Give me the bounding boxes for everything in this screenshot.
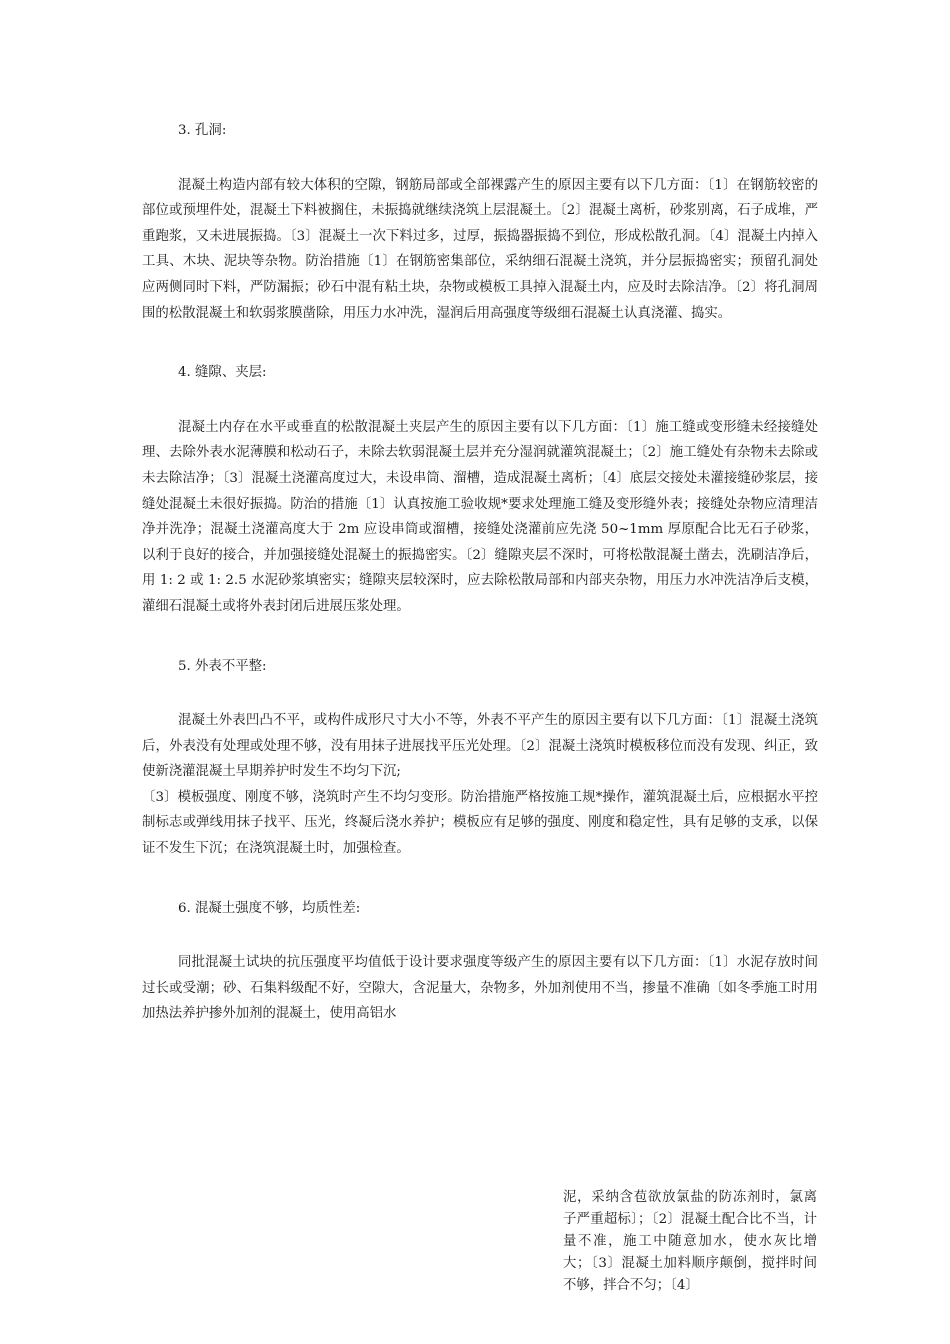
- continuation-text-block: 泥，采纳含苞欲放氯盐的防冻剂时，氯离子严重超标〕；〔2〕混凝土配合比不当，计量不准，施工中随意加水，使水灰比增大；〔3〕混凝土加料顺序颠倒，搅拌时间不够，拌合不匀；〔4〕: [563, 1190, 817, 1293]
- section-paragraph-5a: 混凝土外表凹凸不平，或构件成形尺寸大小不等，外表不平产生的原因主要有以下几方面：〔1〕混凝土浇筑后，外表没有处理或处理不够，没有用抹子进展找平压光处理。〔2〕混凝土浇筑时模板移位而没有发现、纠正，致使新浇灌混凝土早期养护时发生不均匀下沉;: [142, 713, 818, 780]
- section-paragraph-6: 同批混凝土试块的抗压强度平均值低于设计要求强度等级产生的原因主要有以下几方面：〔1〕水泥存放时间过长或受潮；砂、石集料级配不好，空隙大，含泥量大，杂物多，外加剂使用不当，掺量不准确〔如冬季施工时用加热法养护掺外加剂的混凝土，使用高铝水: [142, 955, 818, 1022]
- spacer: [142, 679, 818, 708]
- document-body: [142, 118, 818, 1027]
- spacer: [142, 921, 818, 950]
- section-heading-3: 3. 孔洞:: [178, 123, 227, 138]
- spacer: [142, 620, 818, 654]
- section-paragraph-4: 混凝土内存在水平或垂直的松散混凝土夹层产生的原因主要有以下几方面：〔1〕施工缝或变形缝未经接缝处理、去除外表水泥薄膜和松动石子，未除去软弱混凝土层并充分湿润就灌筑混凝土；〔2〕施工缝处有杂物未去除或未去除洁净；〔3〕混凝土浇灌高度过大，未设串筒、溜槽，造成混凝土离析；〔4〕底层交接处未灌接缝砂浆层，接缝处混凝土未很好振捣。防治的措施〔1〕认真按施工验收规*要求处理施工缝及变形缝外表；接缝处杂物应清理洁净并洗净；混凝土浇灌高度大于 2m 应设串筒或溜槽，接缝处浇灌前应先浇 50~1mm 厚原配合比无石子砂浆，以利于良好的接合，并加强接缝处混凝土的振捣密实。〔2〕缝隙夹层不深时，可将松散混凝土凿去，洗刷洁净后，用 1: 2 或 1: 2.5 水泥砂浆填密实；缝隙夹层较深时，应去除松散局部和内部夹杂物，用压力水冲洗洁净后支模，灌细石混凝土或将外表封闭后进展压浆处理。: [142, 419, 818, 614]
- spacer: [142, 862, 818, 896]
- section-heading-5: 5. 外表不平整:: [178, 658, 267, 674]
- section-heading-6: 6. 混凝土强度不够，均质性差:: [178, 900, 361, 916]
- section-paragraph-3: 混凝土构造内部有较大体积的空隙，钢筋局部或全部裸露产生的原因主要有以下几方面：〔1〕在钢筋较密的部位或预埋件处，混凝土下料被搁住，未振捣就继续浇筑上层混凝土。〔2〕混凝土离析，砂浆别离，石子成堆，严重跑浆，又未进展振捣。〔3〕混凝土一次下料过多，过厚，振捣器振捣不到位，形成松散孔洞。〔4〕混凝土内掉入工具、木块、泥块等杂物。防治措施〔1〕在钢筋密集部位，采纳细石混凝土浇筑，并分层振捣密实；预留孔洞处应两侧同时下料，严防漏振；砂石中混有粘土块，杂物或模板工具掉入混凝土内，应及时去除洁净。〔2〕将孔洞周围的松散混凝土和软弱浆膜凿除，用压力水冲洗，湿润后用高强度等级细石混凝土认真浇灌、捣实。: [142, 177, 818, 321]
- spacer: [142, 326, 818, 360]
- section-paragraph-5b: 〔3〕模板强度、刚度不够，浇筑时产生不均匀变形。防治措施严格按施工规*操作，灌筑混凝土后，应根据水平控制标志或弹线用抹子找平、压光，终凝后浇水养护；模板应有足够的强度、刚度和稳定性，具有足够的支承，以保证不发生下沉；在浇筑混凝土时，加强检查。: [142, 789, 818, 857]
- spacer: [142, 386, 818, 415]
- spacer: [142, 144, 818, 173]
- section-heading-4: 4. 缝隙、夹层:: [178, 365, 267, 381]
